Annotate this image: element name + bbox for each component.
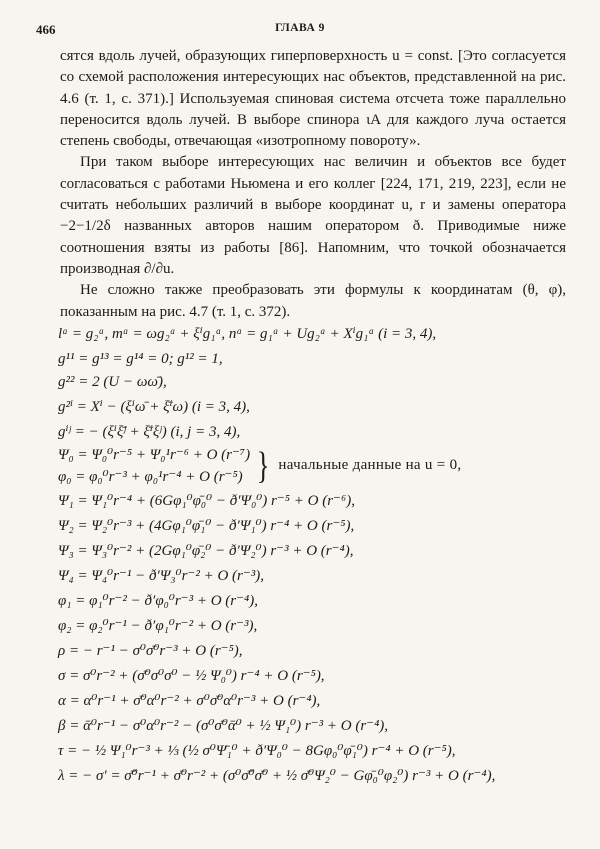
running-head: ГЛАВА 9 [275, 22, 325, 34]
formula-line: Ψ₄ = Ψ₄⁰r⁻¹ − ð′Ψ₃⁰r⁻² + O (r⁻³), [58, 568, 265, 584]
formula-line: Ψ₀ = Ψ₀⁰r⁻⁵ + Ψ₀¹r⁻⁶ + O (r⁻⁷) [58, 447, 251, 463]
formula-line: φ₀ = φ₀⁰r⁻³ + φ₀¹r⁻⁴ + O (r⁻⁵) [58, 469, 243, 485]
formula-line: Ψ₂ = Ψ₂⁰r⁻³ + (4Gφ₁⁰φ̄₁⁰ − ð′Ψ₁⁰) r⁻⁴ + O (r⁻⁵), [58, 518, 355, 534]
formula-line: α = α⁰r⁻¹ + σ̄⁰α⁰r⁻² + σ⁰σ̄⁰α⁰r⁻³ + O (r⁻⁴), [58, 693, 321, 709]
initial-data-group [58, 445, 580, 486]
initial-data-note: начальные данные на u = 0, [278, 457, 462, 473]
paragraph: сятся вдоль лучей, образующих гиперповерхность u = const. [Это согласуется со схемой расположения интересующих нас объектов, представленной на рис. 4.6 (т. 1, с. 371).] Используемая спиновая система отсчета тоже параллельно переносится вдоль лучей. В выборе спинора ιA для каждого луча остается степень свободы, отвечающая «изотропному повороту». [60, 48, 566, 150]
right-brace: } [256, 444, 270, 487]
paragraph: При таком выборе интересующих нас величин и объектов все будет согласоваться с работами Ньюмена и его коллег [224, 171, 219, 223], если не считать небольших различий в выборе координат u, r и замены оператора −2−1/2δ названных авторов нашим оператором ð. Приводимые ниже соотношения взяты из работы [86]. Напомним, что точкой обозначается производная ∂/∂u. [60, 154, 566, 277]
formula-line: lᵃ = g₂ᵃ, mᵃ = ωg₂ᵃ + ξⁱg₁ᵃ, nᵃ = g₁ᵃ + Ug₂ᵃ + Xⁱg₁ᵃ (i = 3, 4), [58, 326, 437, 342]
formula-line: g¹¹ = g¹³ = g¹⁴ = 0; g¹² = 1, [58, 351, 223, 367]
formula-line: ρ = − r⁻¹ − σ⁰σ̄⁰r⁻³ + O (r⁻⁵), [58, 643, 243, 659]
formula-line: σ = σ⁰r⁻² + (σ̄⁰σ⁰σ⁰ − ½ Ψ₀⁰) r⁻⁴ + O (r⁻⁵), [58, 668, 325, 684]
page-header [36, 22, 564, 40]
formula-line: g²² = 2 (U − ωω̄), [58, 374, 167, 390]
formula-line: τ = − ½ Ψ₁⁰r⁻³ + ⅓ (½ σ⁰Ψ̄₁⁰ + ð′Ψ₀⁰ − 8Gφ₀⁰φ̄₁⁰) r⁻⁴ + O (r⁻⁵), [58, 743, 456, 759]
formula-line: β = ᾱ⁰r⁻¹ − σ⁰α⁰r⁻² − (σ⁰σ̄⁰ᾱ⁰ + ½ Ψ₁⁰) r⁻³ + O (r⁻⁴), [58, 718, 389, 734]
formula-line: Ψ₁ = Ψ₁⁰r⁻⁴ + (6Gφ₁⁰φ̄₀⁰ − ð′Ψ₀⁰) r⁻⁵ + O (r⁻⁶), [58, 493, 355, 509]
formula-line: Ψ₃ = Ψ₃⁰r⁻² + (2Gφ₁⁰φ̄₂⁰ − ð′Ψ₂⁰) r⁻³ + O (r⁻⁴), [58, 543, 354, 559]
formula-block [58, 324, 580, 785]
paragraph: Не сложно также преобразовать эти формулы к координатам (θ, φ), показанным на рис. 4.7 (т. 1, с. 372). [60, 282, 566, 320]
formula-line: gⁱʲ = − (ξⁱξ̄ʲ + ξ̄ⁱξʲ) (i, j = 3, 4), [58, 424, 241, 440]
formula-line: λ = − σ′ = σ̄̇⁰r⁻¹ + σ̄⁰r⁻² + (σ⁰σ̄̇⁰σ̄⁰ + ½ σ̄⁰Ψ₂⁰ − Gφ̄₀⁰φ₂⁰) r⁻³ + O (r⁻⁴), [58, 768, 496, 784]
formula-line: φ₁ = φ₁⁰r⁻² − ð′φ₀⁰r⁻³ + O (r⁻⁴), [58, 593, 259, 609]
body-text [60, 46, 566, 323]
formula-line: φ₂ = φ₂⁰r⁻¹ − ð′φ₁⁰r⁻² + O (r⁻³), [58, 618, 258, 634]
formula-line: g²ⁱ = Xⁱ − (ξⁱω̄ + ξ̄ⁱω) (i = 3, 4), [58, 399, 250, 415]
initial-data-lines [58, 445, 250, 486]
page-number: 466 [36, 22, 56, 37]
